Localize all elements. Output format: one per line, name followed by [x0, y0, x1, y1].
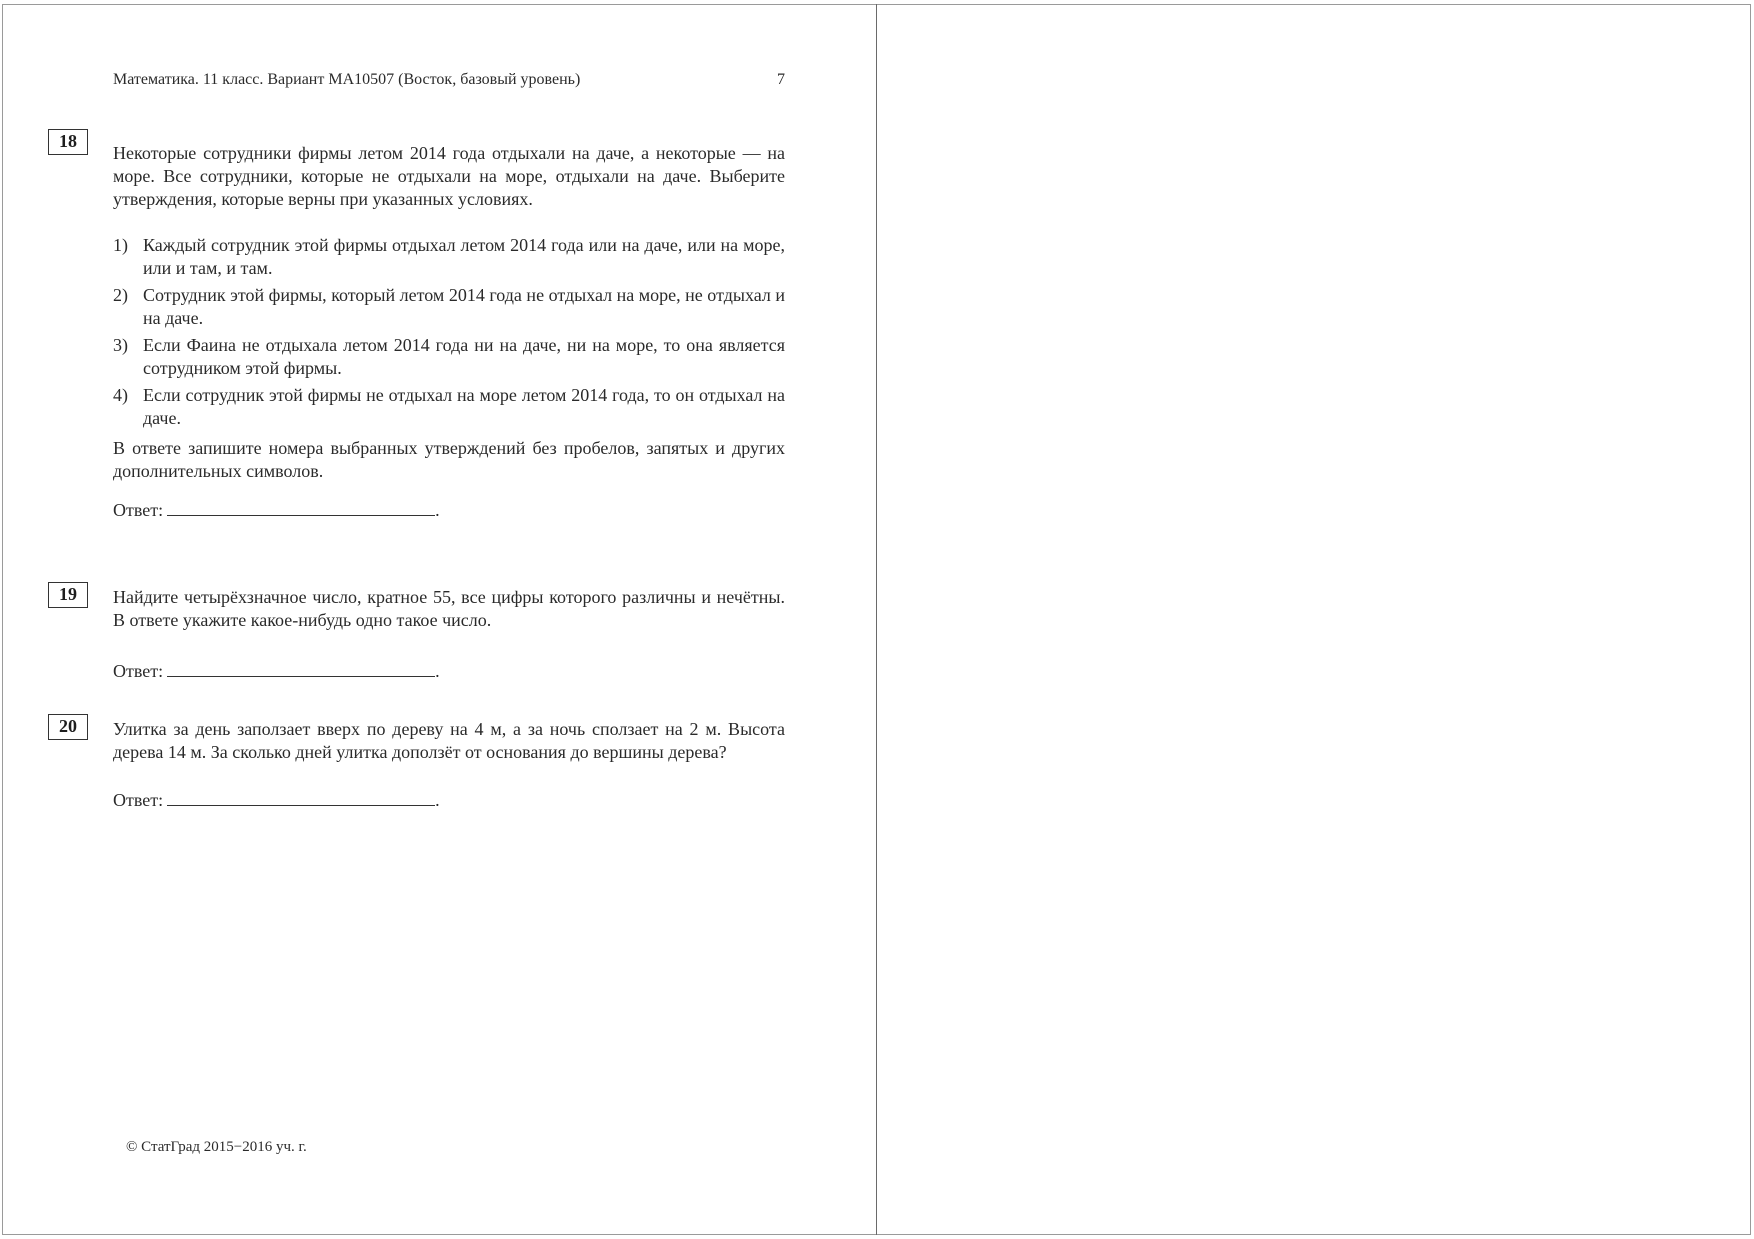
option-index: 1)	[113, 235, 128, 255]
task-number-box: 18	[48, 129, 88, 155]
answer-field[interactable]	[167, 659, 435, 677]
option-item	[113, 284, 785, 330]
page-divider	[876, 4, 877, 1235]
answer-row: Ответ: .	[113, 790, 440, 810]
answer-row: Ответ: .	[113, 661, 440, 681]
option-list	[113, 234, 785, 430]
answer-field[interactable]	[167, 788, 435, 806]
option-text: Сотрудник этой фирмы, который летом 2014 года не отдыхал на море, не отдыхал и на даче.	[143, 285, 785, 328]
task-body	[113, 586, 785, 683]
task-instruction: В ответе запишите номера выбранных утверждений без пробелов, запятых и других дополнительных символов.	[113, 438, 785, 481]
answer-row: Ответ: .	[113, 500, 440, 520]
header-title: Математика. 11 класс. Вариант МА10507 (Восток, базовый уровень)	[113, 71, 581, 88]
option-item	[113, 384, 785, 430]
option-item	[113, 234, 785, 280]
option-item	[113, 334, 785, 380]
task-body	[113, 142, 785, 522]
option-index: 4)	[113, 385, 128, 405]
option-index: 3)	[113, 335, 128, 355]
task-number-box: 20	[48, 714, 88, 740]
task-intro: Найдите четырёхзначное число, кратное 55, все цифры которого различны и нечётны. В ответе укажите какое-нибудь одно такое число.	[113, 587, 785, 630]
task-intro: Улитка за день заползает вверх по дереву на 4 м, а за ночь сползает на 2 м. Высота дерева 14 м. За сколько дней улитка доползёт от основания до вершины дерева?	[113, 719, 785, 762]
answer-label: Ответ:	[113, 661, 164, 681]
page-number: 7	[777, 71, 785, 88]
copyright-text: © СтатГрад 2015−2016 уч. г.	[126, 1139, 307, 1155]
answer-label: Ответ:	[113, 790, 164, 810]
option-index: 2)	[113, 285, 128, 305]
task-intro: Некоторые сотрудники фирмы летом 2014 года отдыхали на даче, а некоторые — на море. Все сотрудники, которые не отдыхали на море, отдыхали на даче. Выберите утверждения, которые верны при указанных условиях.	[113, 143, 785, 209]
task-number-box: 19	[48, 582, 88, 608]
answer-field[interactable]	[167, 498, 435, 516]
answer-label: Ответ:	[113, 500, 164, 520]
task-body	[113, 718, 785, 812]
page-footer	[126, 1138, 307, 1157]
option-text: Каждый сотрудник этой фирмы отдыхал летом 2014 года или на даче, или на море, или и там, и там.	[143, 235, 785, 278]
option-text: Если Фаина не отдыхала летом 2014 года ни на даче, ни на море, то она является сотрудником этой фирмы.	[143, 335, 785, 378]
page-header	[113, 70, 785, 90]
option-text: Если сотрудник этой фирмы не отдыхал на море летом 2014 года, то он отдыхал на даче.	[143, 385, 785, 428]
